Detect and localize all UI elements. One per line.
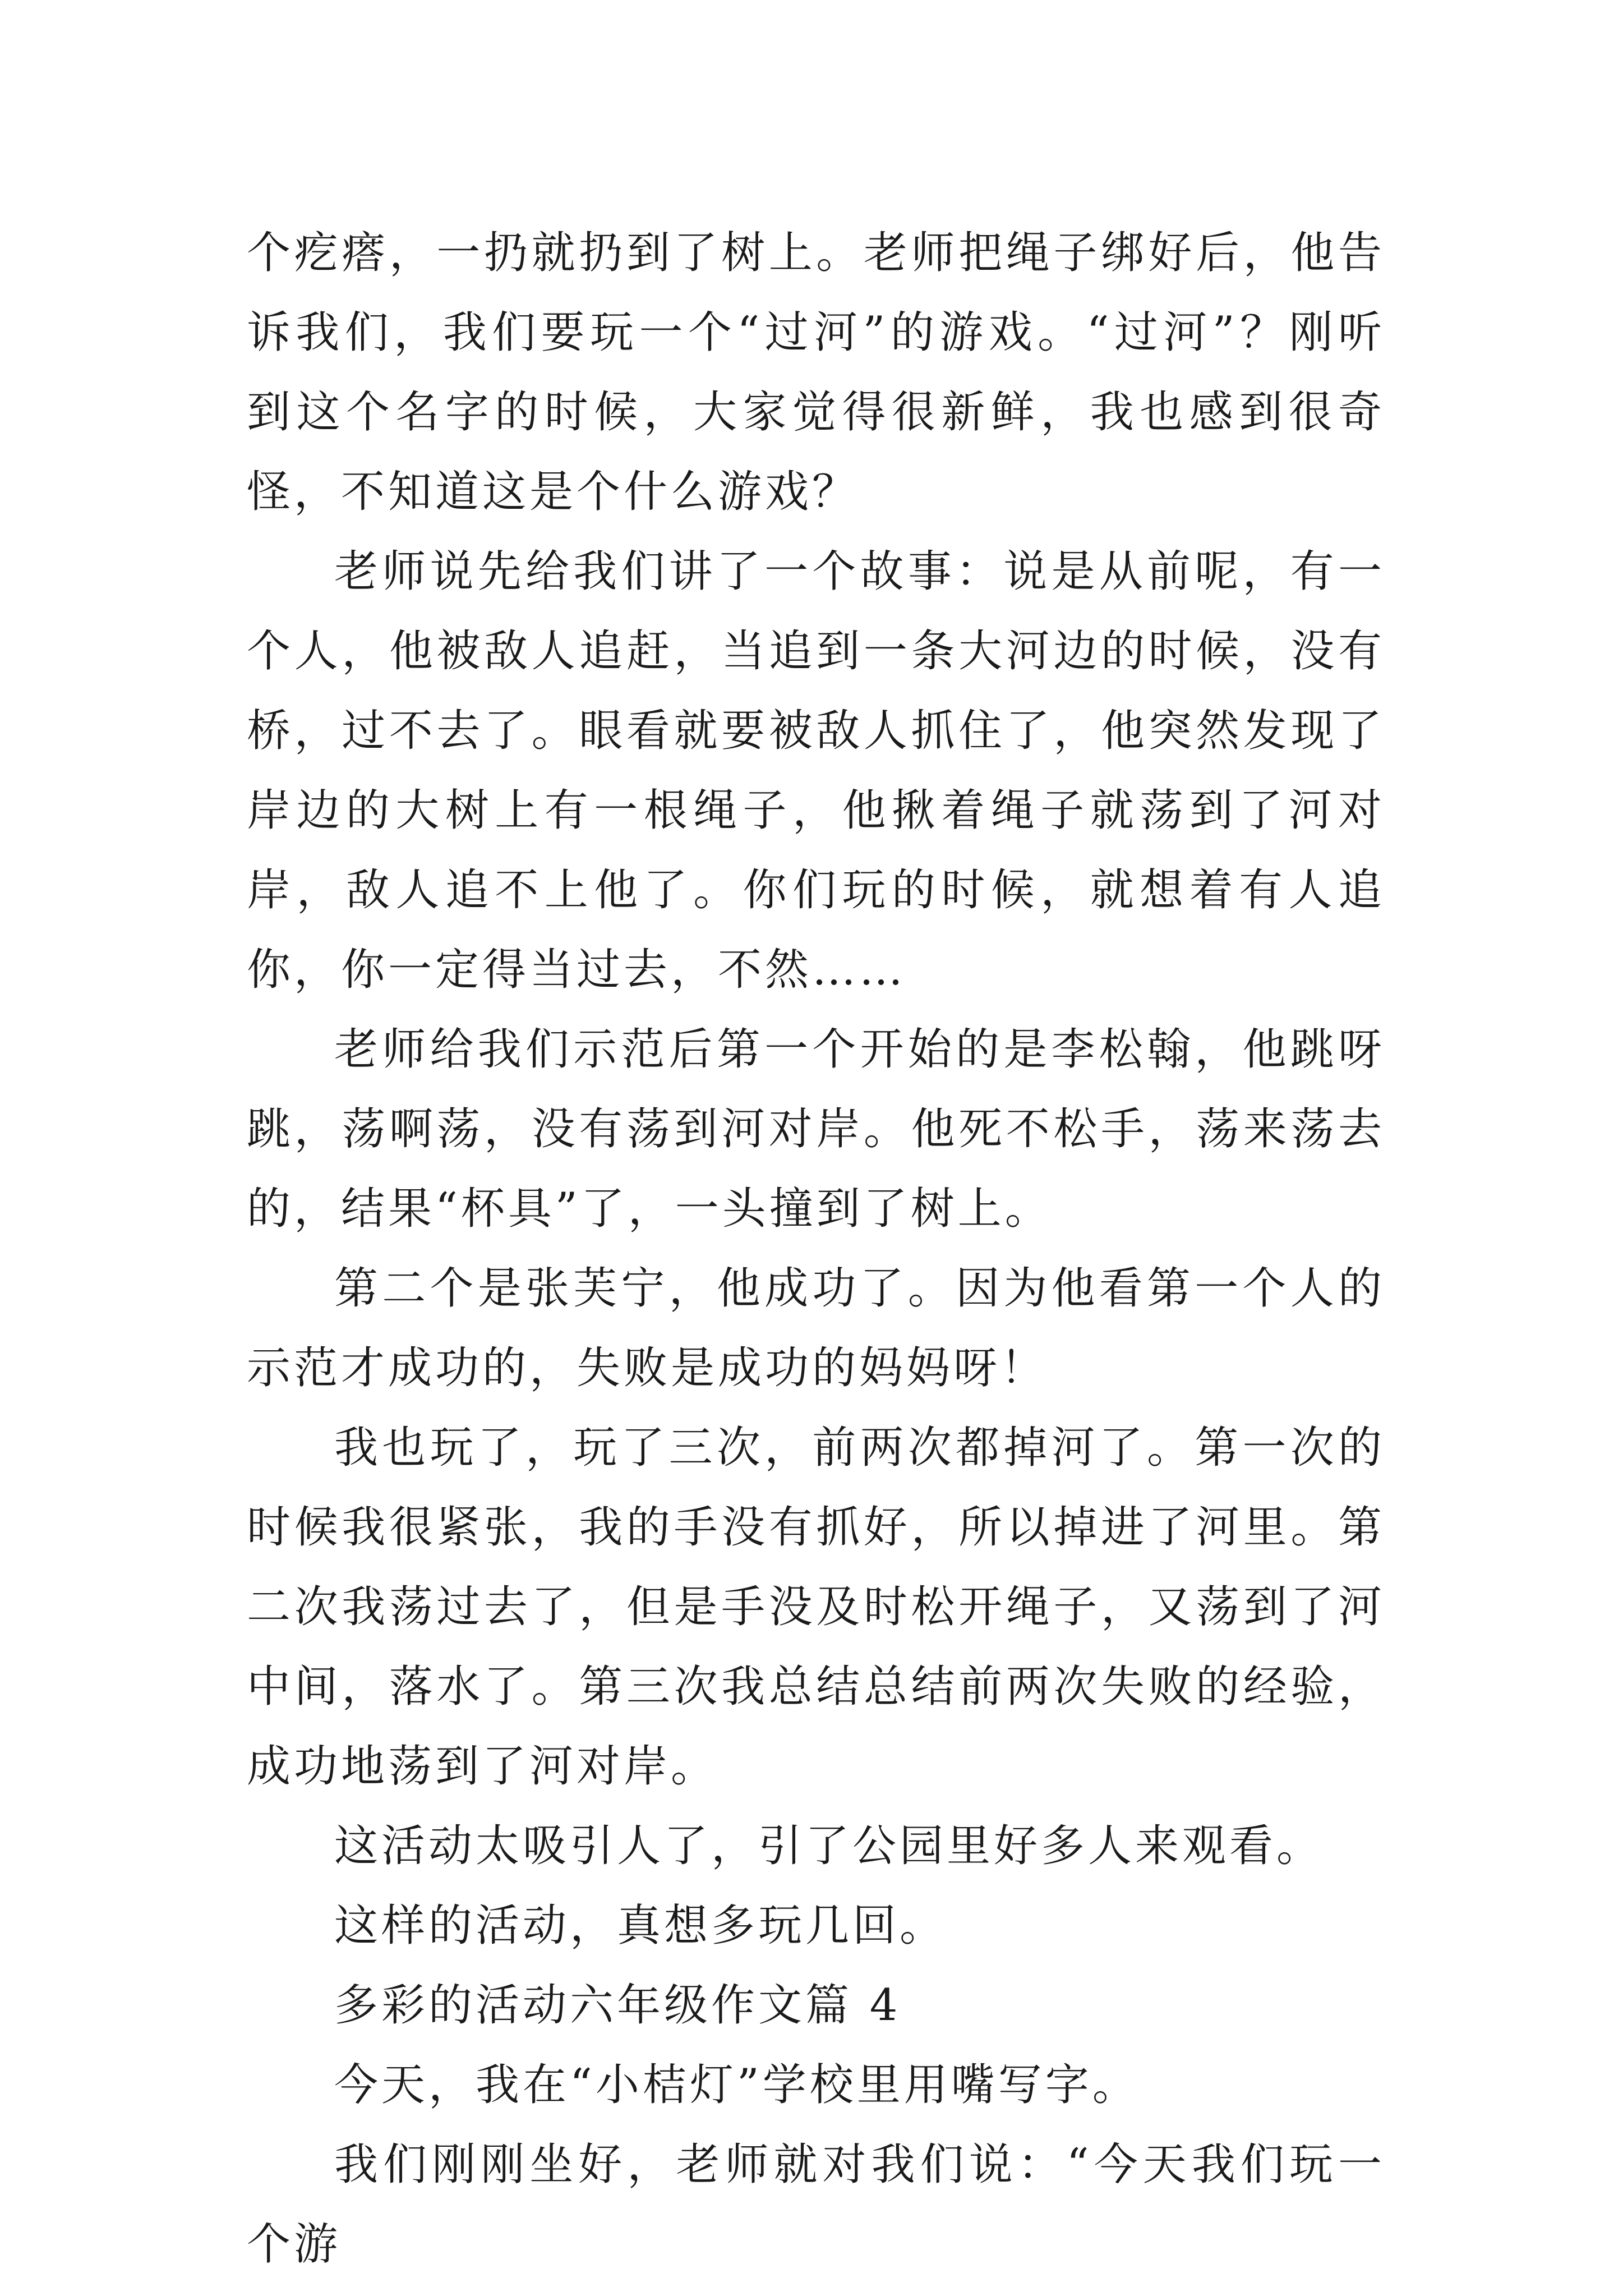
paragraph: 这活动太吸引人了，引了公园里好多人来观看。 <box>334 1821 1324 1871</box>
paragraph: 这样的活动，真想多玩几回。 <box>334 1901 947 1951</box>
paragraph: 个疙瘩，一扔就扔到了树上。老师把绳子绑好后，他告诉我们，我们要玩一个“过河”的游戏。“过河”？刚听到这个名字的时候，大家觉得很新鲜，我也感到很奇怪，不知道这是个什么游戏？ <box>247 228 1385 517</box>
paragraph: 第二个是张芙宁，他成功了。因为他看第一个人的示范才成功的，失败是成功的妈妈呀！ <box>247 1263 1385 1393</box>
paragraph: 我也玩了，玩了三次，前两次都掉河了。第一次的时候我很紧张，我的手没有抓好，所以掉进了河里。第二次我荡过去了，但是手没及时松开绳子，又荡到了河中间，落水了。第三次我总结总结前两次失败的经验，成功地荡到了河对岸。 <box>247 1423 1385 1792</box>
body-text <box>247 213 1385 2284</box>
paragraph: 今天，我在“小桔灯”学校里用嘴写字。 <box>334 2060 1140 2110</box>
paragraph: 我们刚刚坐好，老师就对我们说：“今天我们玩一个游 <box>247 2139 1385 2270</box>
paragraph: 老师说先给我们讲了一个故事：说是从前呢，有一个人，他被敌人追赶，当追到一条大河边的时候，没有桥，过不去了。眼看就要被敌人抓住了，他突然发现了岸边的大树上有一根绳子，他揪着绳子就荡到了河对岸，敌人追不上他了。你们玩的时候，就想着有人追你，你一定得当过去，不然…… <box>247 546 1385 995</box>
paragraph: 老师给我们示范后第一个开始的是李松翰，他跳呀跳，荡啊荡，没有荡到河对岸。他死不松手，荡来荡去的，结果“杯具”了，一头撞到了树上。 <box>247 1024 1385 1234</box>
section-heading: 多彩的活动六年级作文篇 4 <box>334 1980 901 2031</box>
